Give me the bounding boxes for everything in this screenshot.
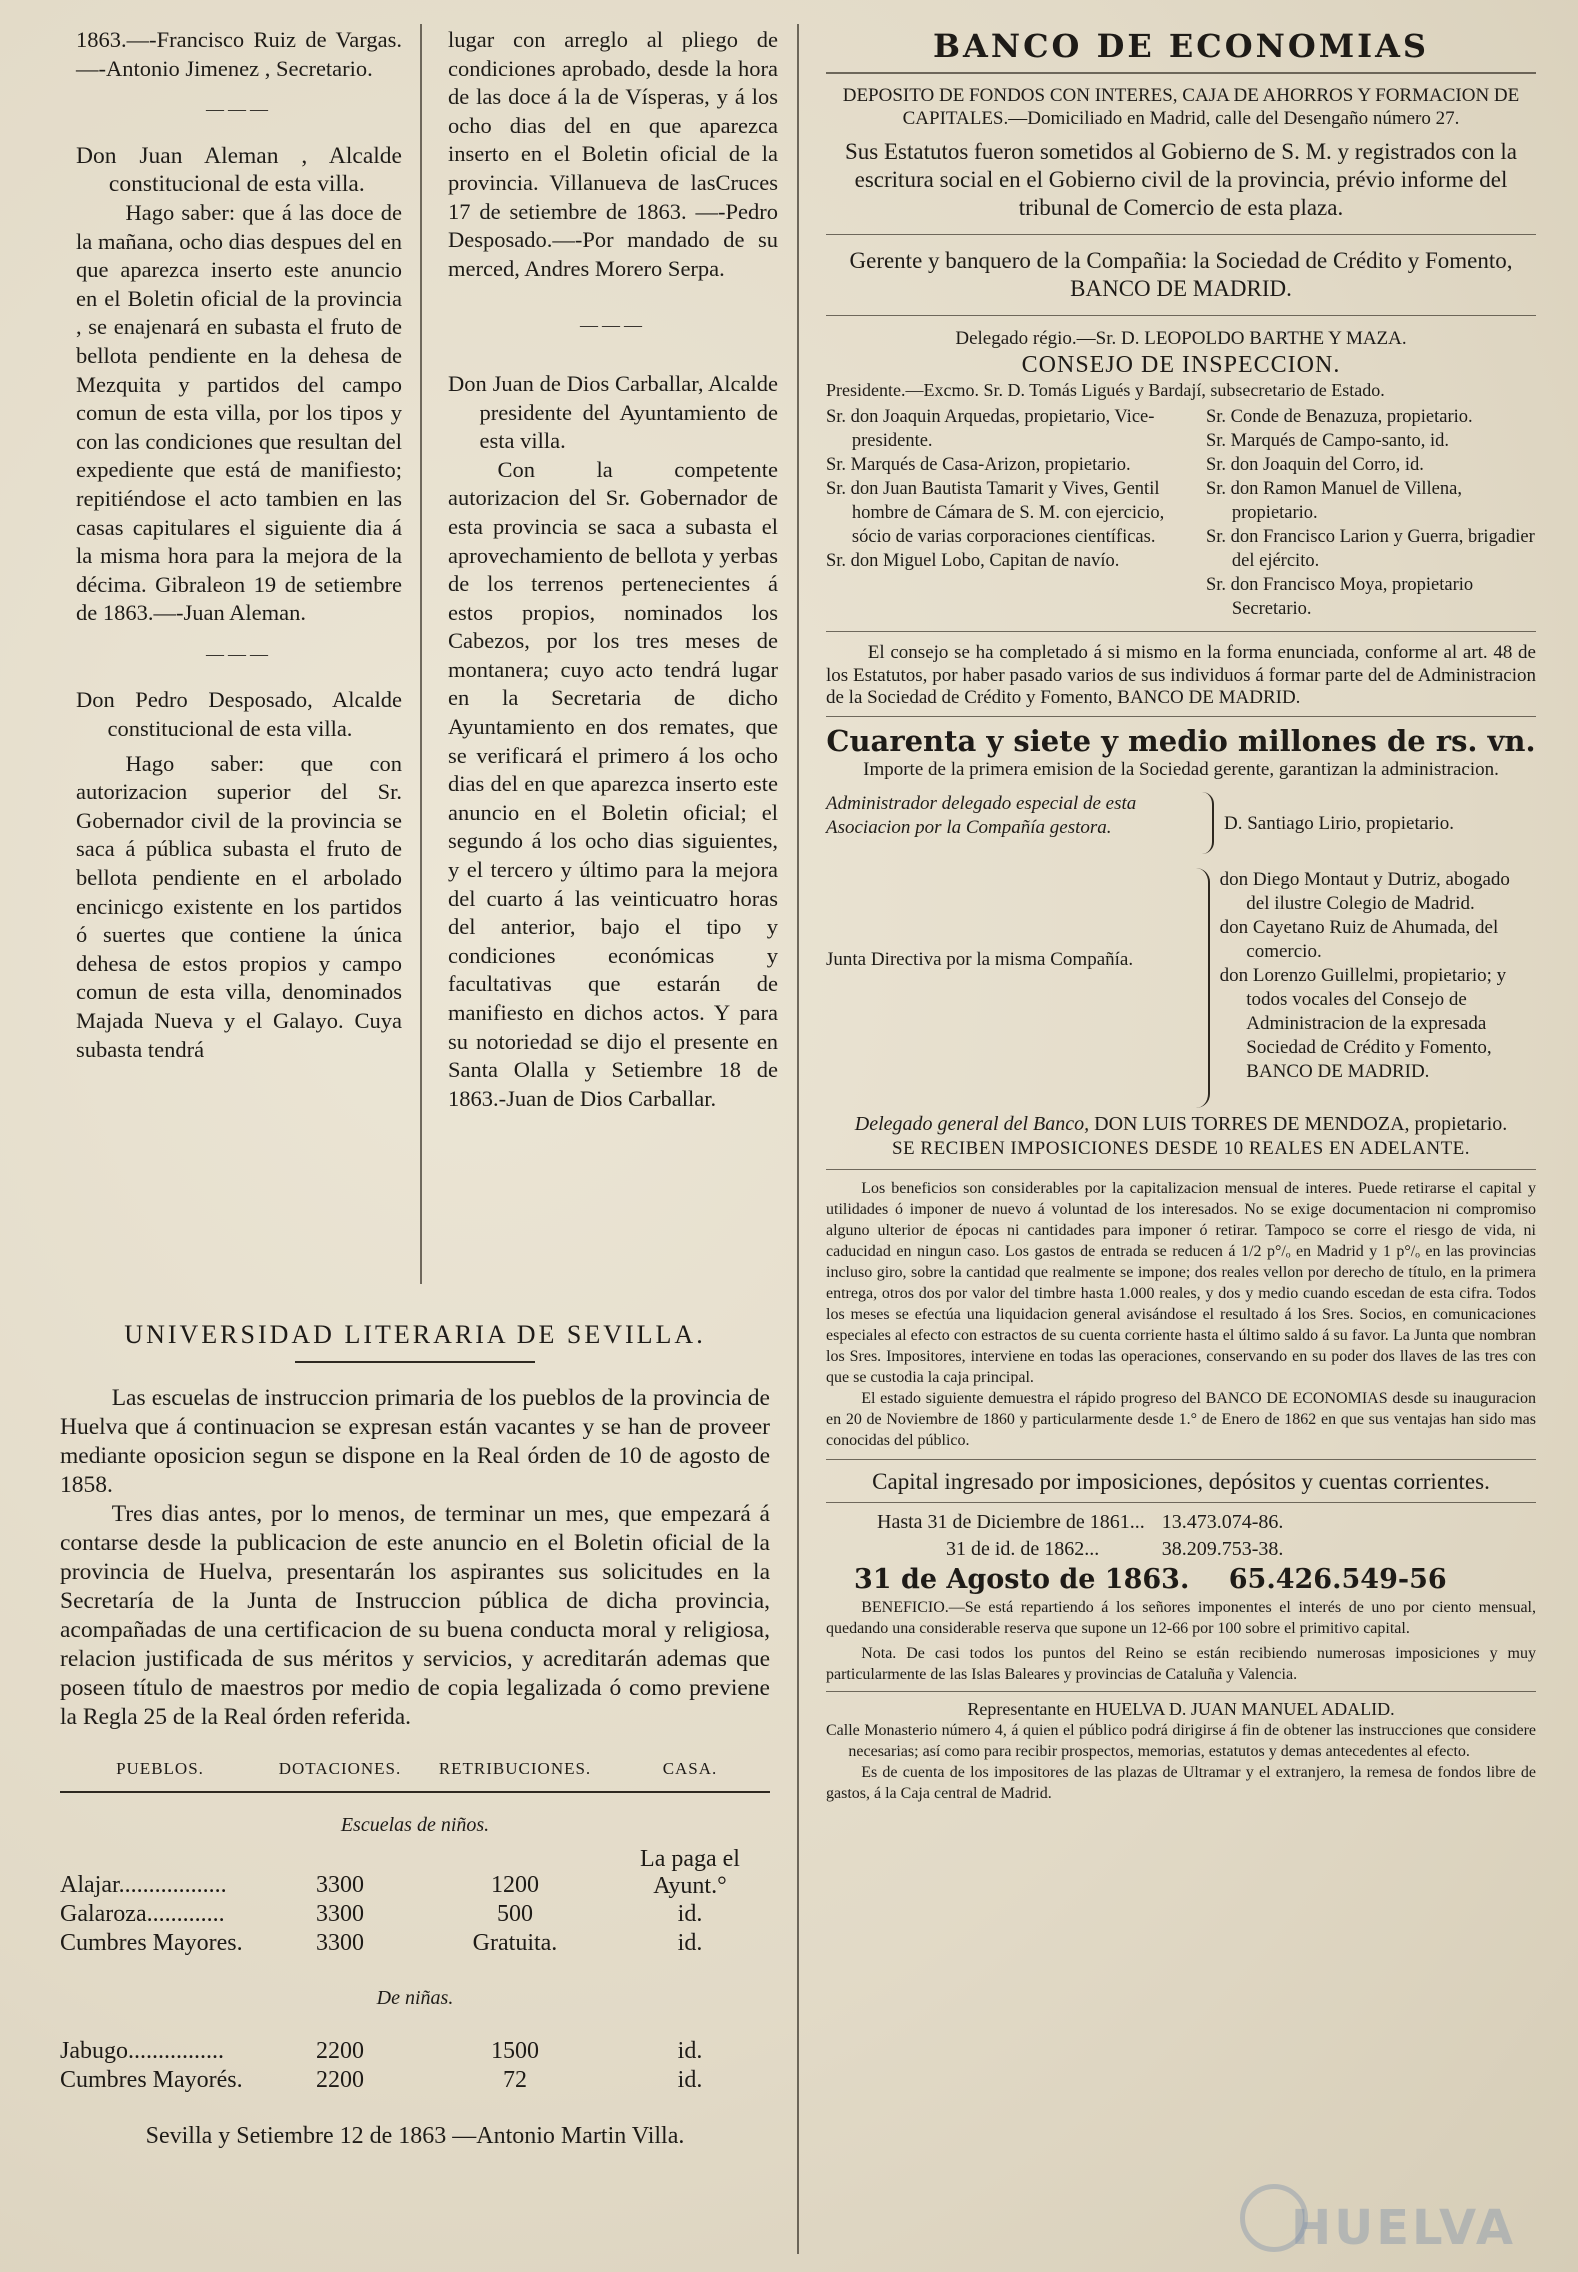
cell-dotacion: 3300 bbox=[316, 1930, 364, 1956]
table-row bbox=[60, 1900, 770, 1929]
banco-column bbox=[826, 26, 1536, 1804]
council-left-list bbox=[826, 405, 1171, 621]
column-2 bbox=[448, 26, 778, 1113]
universidad-title: UNIVERSIDAD LITERARIA DE SEVILLA. bbox=[124, 1320, 706, 1349]
header-casa: CASA. bbox=[610, 1754, 770, 1792]
divider bbox=[826, 631, 1536, 632]
capital-value: 13.473.074-86. bbox=[1161, 1510, 1284, 1533]
column-1 bbox=[76, 26, 402, 1064]
admin-row bbox=[826, 792, 1536, 854]
capital-title: Capital ingresado por imposiciones, depósitos y cuentas corrientes. bbox=[872, 1468, 1490, 1494]
header-retribuciones: RETRIBUCIONES. bbox=[420, 1754, 610, 1792]
junta-row bbox=[826, 868, 1536, 1108]
cell-casa: id. bbox=[677, 2038, 703, 2064]
table-row bbox=[876, 1509, 1284, 1536]
cell-dotacion: 3300 bbox=[316, 1872, 364, 1898]
admin-name: D. Santiago Lirio, propietario. bbox=[1224, 812, 1455, 834]
cell-casa: id. bbox=[677, 1901, 703, 1927]
header-dotaciones: DOTACIONES. bbox=[260, 1754, 420, 1792]
list-item: don Lorenzo Guillelmi, propietario; y todos vocales del Consejo de Administracion de la expresada Sociedad de Crédito y Fomento, BANCO DE MADRID. bbox=[1219, 964, 1507, 1082]
table-row bbox=[60, 1846, 770, 1900]
cell-dotacion: 3300 bbox=[316, 1901, 364, 1927]
council-title: CONSEJO DE INSPECCION. bbox=[1021, 351, 1341, 378]
cell-dotacion: 2200 bbox=[316, 2038, 364, 2064]
separator: ——— bbox=[206, 643, 272, 664]
schools-table bbox=[60, 1754, 770, 2095]
council-right-list bbox=[1206, 405, 1536, 621]
cell-dotacion: 2200 bbox=[316, 2067, 364, 2093]
universidad-signature: Sevilla y Setiembre 12 de 1863 —Antonio Martin Villa. bbox=[145, 2123, 685, 2149]
list-item: Sr. don Miguel Lobo, Capitan de navío. bbox=[826, 551, 1120, 572]
nota-text: Nota. De casi todos los puntos del Reino se están recibiendo numerosas imposiciones y muy particularmente de las Islas Baleares y provincias de Cataluña y Valencia. bbox=[826, 1644, 1536, 1683]
table-row bbox=[876, 1536, 1284, 1563]
table-header-row bbox=[60, 1754, 770, 1792]
junta-role: Junta Directiva por la misma Compañía. bbox=[826, 948, 1134, 970]
separator: ——— bbox=[206, 99, 272, 120]
cell-retribucion: Gratuita. bbox=[472, 1930, 558, 1956]
col1-notice2-heading: Don Pedro Desposado, Alcalde constitucional de esta villa. bbox=[76, 687, 402, 742]
cell-pueblo: Alajar.................. bbox=[60, 1872, 227, 1898]
banco-manager: Gerente y banquero de la Compañia: la Sociedad de Crédito y Fomento, BANCO DE MADRID. bbox=[849, 248, 1513, 301]
watermark-text: HUELVA bbox=[1291, 2200, 1516, 2256]
list-item: Sr. Marqués de Casa-Arizon, propietario. bbox=[826, 455, 1131, 476]
council-note: El consejo se ha completado á si mismo en la forma enunciada, conforme al art. 48 de los Estatutos, por haber pasado varios de sus individuos á formar parte del de Administracion de la Sociedad de Crédito y Fomento, BANCO DE MADRID. bbox=[826, 642, 1536, 709]
bracket bbox=[1196, 792, 1214, 854]
table-row bbox=[60, 1929, 770, 1958]
deposits-notice: SE RECIBEN IMPOSICIONES DESDE 10 REALES EN ADELANTE. bbox=[891, 1137, 1471, 1159]
cell-casa: La paga el Ayunt.° bbox=[640, 1846, 740, 1899]
general-delegate-name: DON LUIS TORRES DE MENDOZA, propietario. bbox=[1094, 1112, 1508, 1135]
cell-retribucion: 1500 bbox=[491, 2038, 539, 2064]
capital-headline: Cuarenta y siete y medio millones de rs. vn. bbox=[826, 723, 1536, 758]
banco-subtitle: DEPOSITO DE FONDOS CON INTERES, CAJA DE AHORROS Y FORMACION DE CAPITALES.—Domiciliado en Madrid, calle del Desengaño número 27. bbox=[842, 85, 1520, 129]
col2-notice-heading: Don Juan de Dios Carballar, Alcalde presidente del Ayuntamiento de esta villa. bbox=[448, 370, 778, 454]
col2-para1: lugar con arreglo al pliego de condiciones aprobado, desde la hora de las doce á la de Vísperas, y á los ocho dias del en que aparezca inserto en el Boletin oficial de la provincia. Villanueva de lasCruces 17 de setiembre de 1863. —-Pedro Desposado.—-Por mandado de su merced, Andres Morero Serpa. bbox=[448, 27, 778, 281]
cell-casa: id. bbox=[677, 2067, 703, 2093]
column-rule-1 bbox=[420, 24, 422, 1284]
cell-retribucion: 72 bbox=[503, 2067, 527, 2093]
council-members bbox=[826, 405, 1536, 621]
bracket bbox=[1192, 868, 1210, 1108]
cell-pueblo: Galaroza............. bbox=[60, 1901, 225, 1927]
divider bbox=[826, 315, 1536, 316]
section-girls: De niñas. bbox=[376, 1987, 454, 2009]
cell-retribucion: 1200 bbox=[491, 1872, 539, 1898]
list-item: Sr. Marqués de Campo-santo, id. bbox=[1206, 431, 1450, 452]
separator: ——— bbox=[580, 315, 646, 336]
cell-pueblo: Cumbres Mayorés. bbox=[60, 2067, 243, 2093]
capital-total-value: 65.426.549-56 bbox=[1228, 1563, 1447, 1595]
banco-delegate: Delegado régio.—Sr. D. LEOPOLDO BARTHE Y MAZA. bbox=[955, 328, 1407, 349]
cell-pueblo: Jabugo................ bbox=[60, 2038, 224, 2064]
list-item: Sr. Conde de Benazuza, propietario. bbox=[1206, 407, 1473, 428]
ultramar-text: Es de cuenta de los impositores de las plazas de Ultramar y el extranjero, la remesa de fondos libre de gastos, á la Caja central de Madrid. bbox=[826, 1763, 1536, 1802]
list-item: don Cayetano Ruiz de Ahumada, del comercio. bbox=[1219, 916, 1499, 962]
col1-para1: 1863.—-Francisco Ruiz de Vargas.—-Antonio Jimenez , Secretario. bbox=[76, 27, 402, 81]
representative: Representante en HUELVA D. JUAN MANUEL ADALID. bbox=[967, 1698, 1395, 1719]
list-item: Sr. don Joaquin del Corro, id. bbox=[1206, 455, 1424, 476]
list-item: Sr. don Joaquin Arquedas, propietario, Vice-presidente. bbox=[826, 407, 1155, 452]
universidad-para1: Las escuelas de instruccion primaria de los pueblos de la provincia de Huelva que á continuacion se expresan están vacantes y se han de proveer mediante oposicion segun se dispone en la Real órden de 10 de agosto de 1858. bbox=[60, 1385, 770, 1498]
list-item: Sr. don Juan Bautista Tamarit y Vives, Gentil hombre de Cámara de S. M. con ejercicio, sócio de varias corporaciones científicas. bbox=[826, 479, 1165, 548]
banco-title: BANCO DE ECONOMIAS bbox=[932, 27, 1430, 65]
title-ornament bbox=[60, 1354, 770, 1370]
col1-notice-heading: Don Juan Aleman , Alcalde constitucional de esta villa. bbox=[76, 142, 402, 198]
list-item: Sr. don Francisco Larion y Guerra, brigadier del ejército. bbox=[1206, 527, 1535, 572]
divider bbox=[826, 1502, 1536, 1503]
list-item: Sr. don Francisco Moya, propietario Secretario. bbox=[1206, 575, 1474, 620]
divider bbox=[826, 716, 1536, 717]
capital-total bbox=[854, 1563, 1536, 1597]
benefits-text: Los beneficios son considerables por la capitalizacion mensual de interes. Puede retirarse el capital y utilidades ó imponer de nuevo á voluntad de los interesados. No se exige documentacion ni compromiso alguno ulterior de épocas ni cantidades para imponer ó retirar. Tampoco se corre el riesgo de vida, ni caducidad en ningun caso. Los gastos de entrada se reducen á 1/2 p°/ₒ en Madrid y 1 p°/ₒ en las provincias incluso giro, sobre la cantidad que realmente se impone; dos reales vellon por derecho de título, en la primera entrega, otros dos por valor del timbre hasta 1.000 reales, y dos y medio cuando escedan de esta cifra. Todos los meses se efectúa una liquidacion general avisándose el resultado á los Sres. Socios, en comunicaciones especiales al efecto con estractos de su cuenta corriente hasta el último saldo á su favor. La Junta que nombran los Sres. Impositores, interviene en todas las operaciones, conservando en su poder dos llaves de las tres con que se custodia la caja principal. bbox=[826, 1179, 1536, 1386]
universidad-para2: Tres dias antes, por lo menos, de terminar un mes, que empezará á contarse desde la publicacion de este anuncio en el Boletin oficial de la provincia de Huelva, presentarán los aspirantes sus solicitudes en la Secretaría de la Junta de Instruccion pública de dicha provincia, acompañadas de una certificacion de su buena conducta moral y religiosa, relacion justificada de sus méritos y servicios, y acreditarán ademas que poseen título de maestros por medio de copia legalizada ó como previene la Regla 25 de la Real órden referida. bbox=[60, 1501, 770, 1730]
divider bbox=[826, 1459, 1536, 1460]
address-text: Calle Monasterio número 4, á quien el público podrá dirigirse á fin de obtener las instrucciones que considere necesarias; así como para recibir prospectos, memorias, estatutos y demas antecedentes al efecto. bbox=[826, 1721, 1536, 1760]
cell-retribucion: 500 bbox=[497, 1901, 533, 1927]
capital-table bbox=[876, 1509, 1284, 1563]
progress-text: El estado siguiente demuestra el rápido progreso del BANCO DE ECONOMIAS desde su inauguracion en 20 de Noviembre de 1860 y particularmente desde 1.° de Enero de 1862 en que sus ventajas han sido mas conocidas del público. bbox=[826, 1389, 1536, 1449]
council-president: Presidente.—Excmo. Sr. D. Tomás Ligués y Bardají, subsecretario de Estado. bbox=[826, 379, 1385, 400]
header-pueblos: PUEBLOS. bbox=[60, 1754, 260, 1792]
capital-label: 31 de id. de 1862... bbox=[946, 1537, 1100, 1560]
list-item: don Diego Montaut y Dutriz, abogado del ilustre Colegio de Madrid. bbox=[1219, 868, 1510, 914]
capital-total-label: 31 de Agosto de 1863. bbox=[854, 1563, 1190, 1595]
list-item: Sr. don Ramon Manuel de Villena, propietario. bbox=[1206, 479, 1462, 524]
table-row bbox=[60, 2037, 770, 2066]
table-row bbox=[60, 2066, 770, 2095]
banco-statutes: Sus Estatutos fueron sometidos al Gobierno de S. M. y registrados con la escritura social en el Gobierno civil de la provincia, prévio informe del tribunal de Comercio de esta plaza. bbox=[844, 139, 1518, 220]
section-boys: Escuelas de niños. bbox=[340, 1814, 490, 1836]
general-delegate bbox=[826, 1112, 1536, 1137]
divider bbox=[826, 1691, 1536, 1692]
col2-notice-body: Con la competente autorizacion del Sr. Gobernador de esta provincia se saca a subasta el aprovechamiento de bellota y yerbas de los terrenos pertenecientes á estos propios, nominados los Cabezos, por los tres meses de montanera; cuyo acto tendrá lugar en la Secretaria de dicho Ayuntamiento en dos remates, que se verificará el primero á los ocho dias del en que aparezca inserto este anuncio en el Boletin oficial; el segundo á los ocho dias siguientes, y el tercero y último para la mejora del cuarto á las veinticuatro horas del anterior, bajo el tipo y condiciones económicas y facultativas que estarán de manifiesto en dichos actos. Y para su notoriedad se dijo el presente en Santa Olalla y Setiembre 18 de 1863.-Juan de Dios Carballar. bbox=[448, 456, 778, 1111]
cell-pueblo: Cumbres Mayores. bbox=[60, 1930, 243, 1956]
admin-role: Administrador delegado especial de esta Asociacion por la Compañía gestora. bbox=[826, 792, 1137, 838]
cell-casa: id. bbox=[677, 1930, 703, 1956]
universidad-section bbox=[60, 1320, 770, 2150]
beneficio-text: BENEFICIO.—Se está repartiendo á los señores imponentes el interés de uno por ciento mensual, quedando una considerable reserva que supone un 12-66 por 100 sobre el primitivo capital. bbox=[826, 1598, 1536, 1637]
general-delegate-role: Delegado general del Banco, bbox=[854, 1112, 1090, 1135]
junta-members bbox=[1220, 868, 1536, 1084]
capital-label: Hasta 31 de Diciembre de 1861... bbox=[877, 1510, 1145, 1533]
divider bbox=[826, 234, 1536, 235]
col1-notice2-body: Hago saber: que con autorizacion superior del Sr. Gobernador civil de la provincia se saca á pública subasta el fruto de bellota pendiente en el arbolado encinicgo existente en los partidos ó suertes que contiene la única dehesa de estos propios y campo comun de esta villa, denominados Majada Nueva y el Galayo. Cuya subasta tendrá bbox=[76, 750, 402, 1062]
col1-notice-body: Hago saber: que á las doce de la mañana, ocho dias despues del en que aparezca inserto este anuncio en el Boletin oficial de la provincia , se enajenará en subasta el fruto de bellota pendiente en la dehesa de Mezquita y partidos del campo comun de esta villa, por los tipos y con las condiciones que resultan del expediente que está de manifiesto; repitiéndose el acto tambien en las casas capitulares el siguiente dia á la misma hora para la mejora de la décima. Gibraleon 19 de setiembre de 1863.—-Juan Aleman. bbox=[76, 199, 402, 626]
title-underline bbox=[826, 72, 1536, 74]
column-rule-2 bbox=[797, 24, 799, 2254]
capital-value: 38.209.753-38. bbox=[1161, 1537, 1284, 1560]
capital-sub: Importe de la primera emision de la Sociedad gerente, garantizan la administracion. bbox=[863, 758, 1499, 780]
divider bbox=[826, 1169, 1536, 1170]
